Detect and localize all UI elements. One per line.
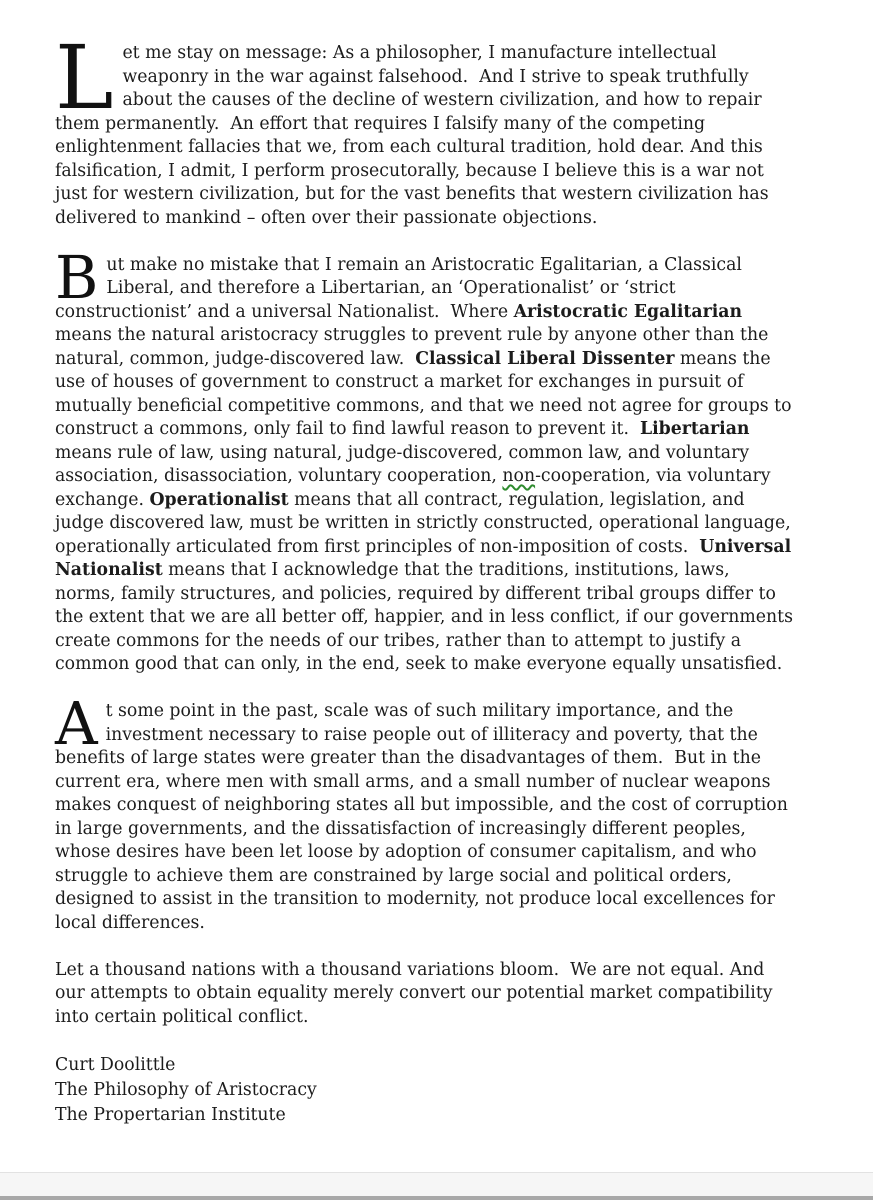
text-segment: et me stay on message: As a philosopher, I manufacture intellectual weaponry in the war against falsehood. And I strive to speak truthfully about the causes of the decline of western civilization, and how to repair them permanently. An effort that requires I falsify many of the competing enlightenment fallacies that we, from each cultural tradition, hold dear. And this falsification, I admit, I perform prosecutorally, because I believe this is a war not just for western civilization, but for the vast benefits that western civilization has delivered to mankind – often over their passionate objections. — [55, 43, 775, 228]
signature-work-title: The Philosophy of Aristocracy — [55, 1080, 317, 1100]
text-segment: ut make no mistake that I remain an Aristocratic Egalitarian, a Classical Liberal, and therefore a Libertarian, an ‘Operationalist’ or ‘strict constructionist’ and a universal Nationalist. Where — [55, 254, 748, 322]
paragraph-4 — [55, 959, 795, 1030]
text-segment: Aristocratic Egalitarian — [513, 301, 743, 322]
drop-cap: B — [55, 242, 99, 312]
paragraph-3 — [55, 689, 795, 935]
text-segment: Libertarian — [639, 419, 750, 439]
text-segment: means the natural aristocracy struggles to prevent rule by anyone other than the natural, common, judge-discovered law. — [55, 301, 774, 369]
drop-cap: A — [55, 689, 98, 758]
essay-page — [55, 0, 855, 1128]
text-segment: Operationalist — [149, 489, 289, 510]
text-segment: means the use of houses of government to construct a market for exchanges in pursuit of mutually beneficial competitive commons, and that we need not agree for groups to construct a commons, only fail to find lawful reason to prevent it. — [55, 348, 798, 439]
bottom-bar — [0, 1172, 873, 1200]
text-segment: t some point in the past, scale was of such military importance, and the investment necessary to raise people out of illiteracy and poverty, that the benefits of large states were greater than the disadvantages of them. But in the current era, where men with small arms, and a small number of nuclear weapons makes conquest of neighboring states all but impossible, and the cost of corruption in large governments, and the dissatisfaction of increasingly different peoples, whose desires have been let loose by adoption of consumer capitalism, and who struggle to achieve them are constrained by large social and political orders, designed to assist in the transition to modernity, not produce local excellences for local differences. — [55, 701, 794, 933]
drop-cap: L — [55, 26, 114, 129]
text-segment: means that all contract, regulation, legislation, and judge discovered law, must be written in strictly constructed, operational language, operationally articulated from first principles of non-imposition of costs. — [55, 489, 797, 557]
text-segment: means rule of law, using natural, judge-discovered, common law, and voluntary association, disassociation, voluntary cooperation, — [55, 419, 755, 486]
signature-institute: The Propertarian Institute — [55, 1105, 286, 1125]
text-segment: -cooperation, via voluntary exchange. — [55, 466, 777, 510]
signature-block — [55, 1053, 855, 1128]
text-segment: means that I acknowledge that the traditions, institutions, laws, norms, family structures, and policies, required by different tribal groups differ to the extent that we are all better off, happier, and in less conflict, if our governments create commons for the needs of our tribes, rather than to attempt to justify a common good that can only, in the end, seek to make everyone equally unsatisfied. — [55, 560, 799, 674]
text-segment: Let a thousand nations with a thousand variations bloom. We are not equal. And our attempts to obtain equality merely convert our potential market compatibility into certain political conflict. — [55, 959, 779, 1027]
paragraph-2 — [55, 242, 799, 677]
spellcheck-squiggle-text: non — [502, 466, 536, 486]
paragraph-1 — [55, 26, 795, 230]
text-segment: Universal Nationalist — [55, 536, 798, 580]
signature-author: Curt Doolittle — [55, 1055, 176, 1075]
text-segment: Classical Liberal Dissenter — [415, 348, 675, 369]
